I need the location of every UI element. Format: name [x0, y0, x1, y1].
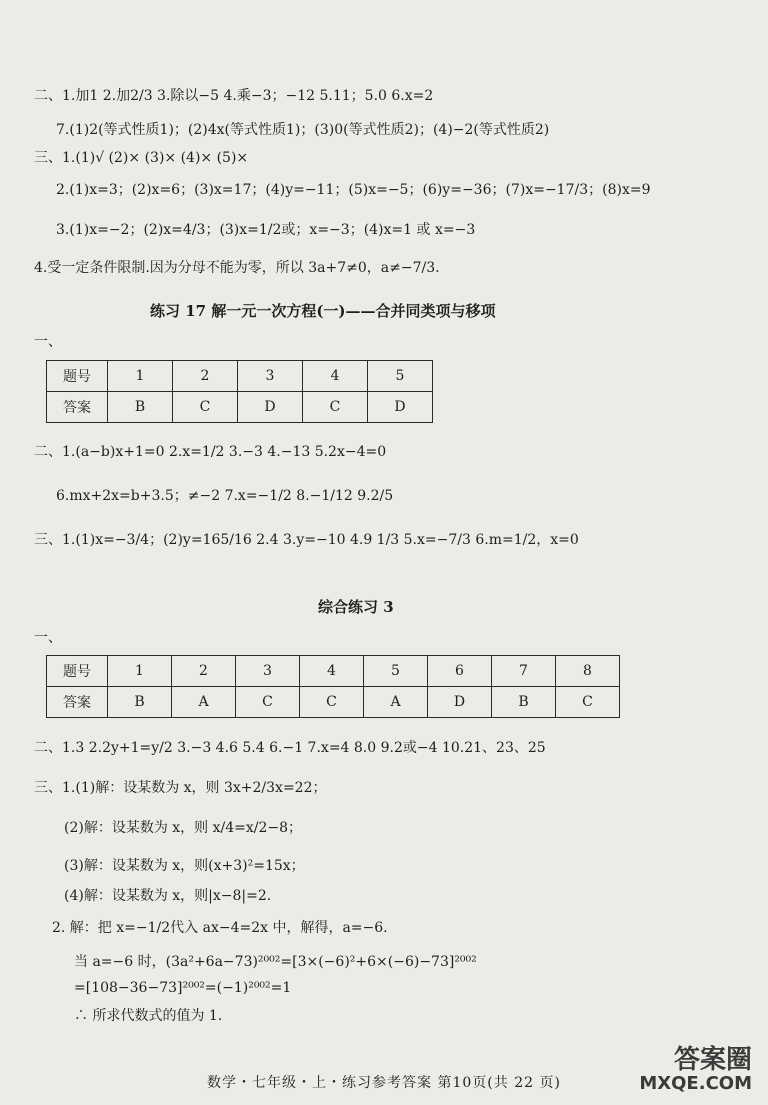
page-footer: 数学・七年级・上・练习参考答案 第10页(共 22 页) [207, 1075, 561, 1091]
answer-line: 2.(1)x=3；(2)x=6；(3)x=17；(4)y=−11；(5)x=−5；(6)y=−36；(7)x=−17/3；(8)x=9 [56, 182, 651, 198]
table-cell: D [368, 392, 433, 423]
table-cell: A [172, 687, 236, 718]
answer-line: 三、1.(1)√ (2)× (3)× (4)× (5)× [34, 150, 249, 166]
table-row [47, 392, 433, 423]
answer-line: 当 a=−6 时，(3a²+6a−73)²⁰⁰²=[3×(−6)²+6×(−6)−73]²⁰⁰² [74, 954, 477, 970]
table-cell: 5 [364, 656, 428, 687]
watermark-url: MXQE.COM [639, 1073, 752, 1094]
table-cell: 5 [368, 361, 433, 392]
watermark-logo [639, 1039, 758, 1099]
answer-line: 二、1.(a−b)x+1=0 2.x=1/2 3.−3 4.−13 5.2x−4=0 [34, 444, 387, 460]
part-label: 一、 [34, 334, 62, 350]
table-cell: 1 [108, 656, 172, 687]
table-cell: 题号 [47, 361, 108, 392]
table-row [47, 656, 620, 687]
table-cell: C [300, 687, 364, 718]
answer-line: 6.mx+2x=b+3.5；≠−2 7.x=−1/2 8.−1/12 9.2/5 [56, 488, 394, 504]
table-cell: B [108, 392, 173, 423]
answer-line: 7.(1)2(等式性质1)；(2)4x(等式性质1)；(3)0(等式性质2)；(4)−2(等式性质2) [56, 122, 550, 138]
answer-line: 二、1.加1 2.加2/3 3.除以−5 4.乘−3；−12 5.11；5.0 6.x=2 [34, 88, 434, 104]
table-cell: 8 [556, 656, 620, 687]
table-cell: C [173, 392, 238, 423]
table-cell: B [108, 687, 172, 718]
table-cell: 2 [172, 656, 236, 687]
table-cell: 7 [492, 656, 556, 687]
section-title: 综合练习 3 [318, 598, 394, 616]
answer-line: 三、1.(1)x=−3/4；(2)y=165/16 2.4 3.y=−10 4.9 1/3 5.x=−7/3 6.m=1/2，x=0 [34, 532, 579, 548]
answer-line: 2. 解：把 x=−1/2代入 ax−4=2x 中，解得，a=−6. [52, 920, 388, 936]
table-cell: 6 [428, 656, 492, 687]
watermark-text: 答案圈 [673, 1045, 752, 1075]
table-cell: D [428, 687, 492, 718]
answer-line: 3.(1)x=−2；(2)x=4/3；(3)x=1/2或；x=−3；(4)x=1 或 x=−3 [56, 222, 476, 238]
answer-line: 二、1.3 2.2y+1=y/2 3.−3 4.6 5.4 6.−1 7.x=4 8.0 9.2或−4 10.21、23、25 [34, 740, 546, 756]
table-cell: 4 [303, 361, 368, 392]
table-cell: 1 [108, 361, 173, 392]
part-label: 一、 [34, 630, 62, 646]
table-cell: 2 [173, 361, 238, 392]
table-cell: C [236, 687, 300, 718]
table-cell: 4 [300, 656, 364, 687]
table-row [47, 361, 433, 392]
table-cell: 3 [236, 656, 300, 687]
table-cell: A [364, 687, 428, 718]
table-cell: C [556, 687, 620, 718]
answer-line: 三、1.(1)解：设某数为 x，则 3x+2/3x=22； [34, 780, 327, 796]
answer-line: ∴ 所求代数式的值为 1. [74, 1008, 223, 1024]
answer-line: (2)解：设某数为 x，则 x/4=x/2−8； [64, 820, 303, 836]
answer-line: =[108−36−73]²⁰⁰²=(−1)²⁰⁰²=1 [74, 980, 292, 996]
table-cell: 3 [238, 361, 303, 392]
answer-table [46, 360, 433, 423]
answer-line: (3)解：设某数为 x，则(x+3)²=15x； [64, 858, 305, 874]
answer-line: (4)解：设某数为 x，则|x−8|=2. [64, 888, 272, 904]
table-cell: C [303, 392, 368, 423]
answer-table [46, 655, 620, 718]
answer-line: 4.受一定条件限制.因为分母不能为零，所以 3a+7≠0，a≠−7/3. [34, 260, 440, 276]
table-cell: 题号 [47, 656, 108, 687]
table-cell: D [238, 392, 303, 423]
table-cell: 答案 [47, 687, 108, 718]
section-title: 练习 17 解一元一次方程(一)——合并同类项与移项 [150, 302, 496, 320]
table-cell: B [492, 687, 556, 718]
table-cell: 答案 [47, 392, 108, 423]
table-row [47, 687, 620, 718]
